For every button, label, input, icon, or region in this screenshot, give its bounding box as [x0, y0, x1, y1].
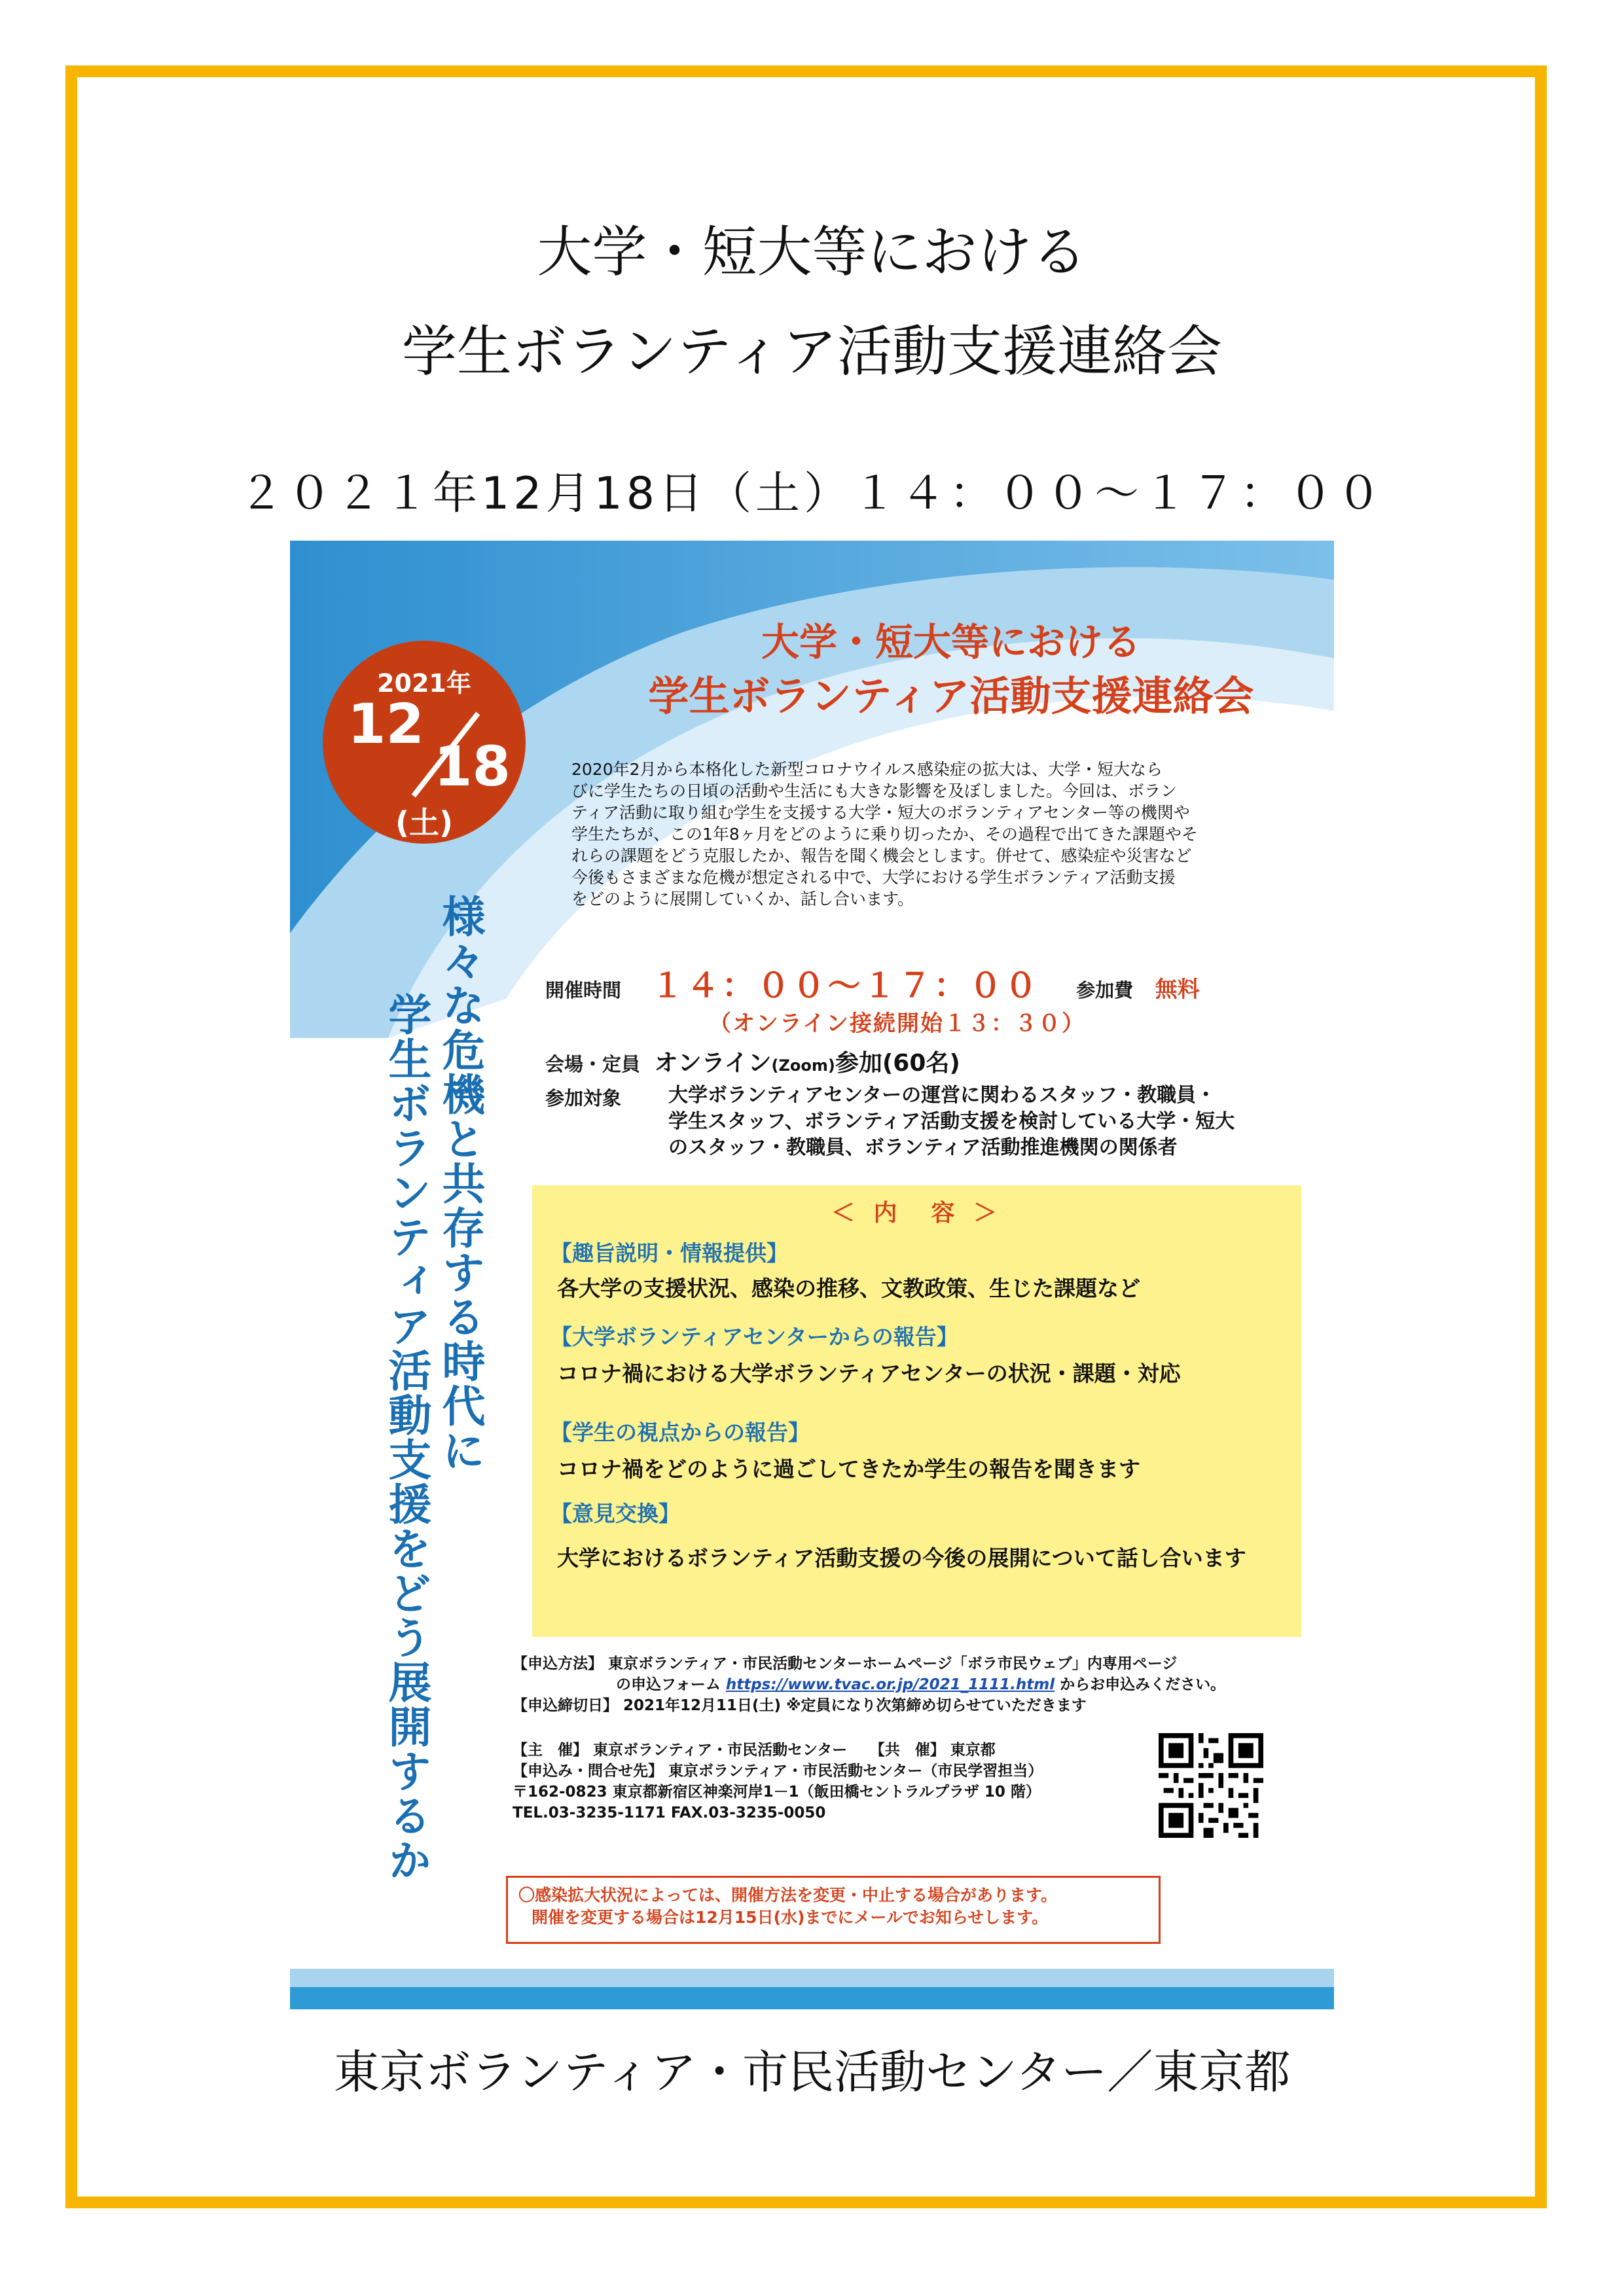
content-box — [532, 1185, 1301, 1637]
venue-value: オンライン — [654, 1050, 772, 1077]
intro-line: 学生たちが、この1年8ヶ月をどのように乗り切ったか、その過程で出てきた課題やそ — [571, 825, 1198, 844]
cover-footer: 東京ボランティア・市民活動センター／東京都 — [333, 2045, 1291, 2099]
venue-zoom: (Zoom) — [771, 1056, 835, 1075]
fee-label: 参加費 — [1076, 979, 1134, 1001]
apply-method-1: 【申込方法】 東京ボランティア・市民活動センターホームページ「ボラ市民ウェブ」内専用ページ — [513, 1655, 1178, 1672]
footer-stripe-dark — [290, 1987, 1334, 2009]
content-section-text: コロナ禍における大学ボランティアセンターの状況・課題・対応 — [557, 1361, 1181, 1386]
cover-title-line2: 学生ボランティア活動支援連絡会 — [401, 319, 1223, 384]
badge-year: 2021年 — [377, 669, 471, 698]
org-host: 【主 催】 東京ボランティア・市民活動センター 【共 催】 東京都 — [513, 1742, 996, 1759]
footer-stripe-light — [290, 1969, 1334, 1987]
content-section-title: 【意見交換】 — [550, 1501, 680, 1526]
online-start: （オンライン接続開始１３：３０） — [709, 1011, 1085, 1037]
badge-month: 12 — [348, 692, 424, 756]
badge-day: 18 — [434, 734, 511, 798]
org-address: 〒162-0823 東京都新宿区神楽河岸1－1（飯田橋セントラルプラザ 10 階） — [513, 1784, 1041, 1801]
apply-form-link[interactable]: https://www.tvac.or.jp/2021_1111.html — [725, 1676, 1055, 1693]
flyer-title-line1: 大学・短大等における — [761, 620, 1141, 664]
flyer-title-line2: 学生ボランティア活動支援連絡会 — [648, 672, 1254, 720]
apply-method-post: からお申込みください。 — [1055, 1676, 1226, 1693]
time-value: １４：００～１７：００ — [651, 967, 1040, 1005]
target-line: 学生スタッフ、ボランティア活動支援を検討している大学・短大 — [668, 1110, 1235, 1133]
content-section-title: 【大学ボランティアセンターからの報告】 — [550, 1324, 958, 1350]
content-section-text: 大学におけるボランティア活動支援の今後の展開について話し合います — [557, 1545, 1246, 1571]
content-section-title: 【趣旨説明・情報提供】 — [550, 1240, 788, 1266]
content-section-text: コロナ禍をどのように過ごしてきたか学生の報告を聞きます — [557, 1456, 1140, 1482]
apply-method-2 — [616, 1674, 1225, 1695]
intro-line: びに学生たちの日頃の活動や生活にも大きな影響を及ぼしました。今回は、ボラン — [571, 781, 1178, 800]
venue-label: 会場・定員 — [545, 1053, 641, 1075]
org-contact: 【申込み・問合せ先】 東京ボランティア・市民活動センター（市民学習担当） — [513, 1763, 1043, 1780]
flyer-intro — [571, 759, 1305, 910]
target-line: 大学ボランティアセンターの運営に関わるスタッフ・教職員・ — [668, 1084, 1216, 1107]
badge-weekday: (土) — [395, 805, 454, 840]
content-section-title: 【学生の視点からの報告】 — [550, 1420, 810, 1445]
intro-line: れらの課題をどう克服したか、報告を聞く機会とします。併せて、感染症や災害など — [571, 846, 1192, 865]
date-badge — [323, 641, 526, 844]
intro-line: をどのように展開していくか、話し合います。 — [571, 889, 914, 908]
intro-line: 今後もさまざまな危機が想定される中で、大学における学生ボランティア活動支援 — [571, 868, 1176, 887]
target-label: 参加対象 — [545, 1087, 622, 1109]
notice-line-2: 開催を変更する場合は12月15日(水)までにメールでお知らせします。 — [532, 1908, 1049, 1927]
fee-value: 無料 — [1155, 977, 1200, 1003]
event-flyer — [290, 541, 1334, 2009]
qr-code[interactable] — [1159, 1733, 1263, 1838]
notice-line-1: 〇感染拡大状況によっては、開催方法を変更・中止する場合があります。 — [518, 1886, 1058, 1905]
time-label: 開催時間 — [545, 979, 622, 1001]
vertical-catchphrase-1: 様々な危機と共存する時代に — [435, 894, 485, 1473]
cover-date: ２０２１年12月18日（土）１４：００～１７：００ — [238, 468, 1386, 520]
content-section-text: 各大学の支援状況、感染の推移、文教政策、生じた課題など — [557, 1276, 1140, 1301]
venue-row — [545, 1045, 960, 1078]
org-tel: TEL.03-3235-1171 FAX.03-3235-0050 — [513, 1804, 826, 1821]
apply-deadline: 【申込締切日】 2021年12月11日(土) ※定員になり次第締め切らせていただきます — [513, 1697, 1087, 1714]
target-line: のスタッフ・教職員、ボランティア活動推進機関の関係者 — [668, 1136, 1178, 1159]
vertical-catchphrase-2: 学生ボランティア活動支援をどう展開するか — [381, 992, 431, 1882]
apply-method-pre: の申込フォーム — [616, 1676, 726, 1693]
cover-title-line1: 大学・短大等における — [537, 220, 1087, 284]
target-lines — [668, 1083, 1235, 1161]
content-heading: ＜ 内 容 ＞ — [831, 1200, 1003, 1227]
intro-line: 2020年2月から本格化した新型コロナウイルス感染症の拡大は、大学・短大なら — [571, 760, 1163, 779]
intro-line: ティア活動に取り組む学生を支援する大学・短大のボランティアセンター等の機関や — [571, 803, 1190, 822]
time-row — [545, 960, 1200, 1007]
notice-box — [506, 1876, 1161, 1944]
venue-capacity: 参加(60名) — [835, 1050, 960, 1077]
